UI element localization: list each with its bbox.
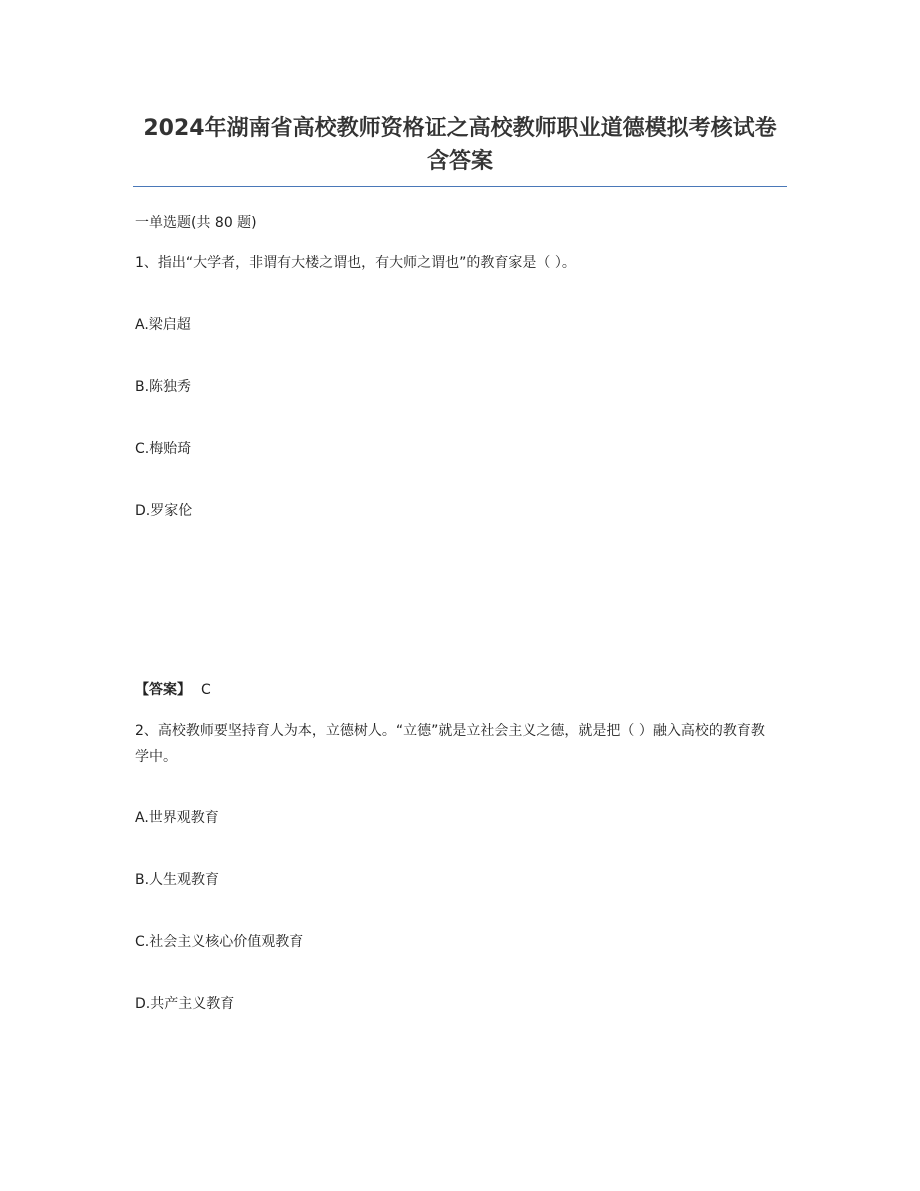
question-2-option-a: A.世界观教育: [135, 810, 219, 826]
question-1-option-d: D.罗家伦: [135, 503, 193, 519]
question-1-option-c: C.梅贻琦: [135, 441, 192, 457]
question-2-option-d: D.共产主义教育: [135, 996, 235, 1012]
question-1-answer: [135, 680, 211, 700]
question-2-option-c: C.社会主义核心价值观教育: [135, 934, 304, 950]
section-heading: 一单选题(共 80 题): [135, 215, 257, 231]
answer-value: C: [201, 682, 211, 698]
document-title: 2024年湖南省高校教师资格证之高校教师职业道德模拟考核试卷含答案: [143, 116, 777, 174]
question-2-option-b: B.人生观教育: [135, 872, 220, 888]
title-divider: [133, 186, 787, 187]
question-1-option-a: A.梁启超: [135, 317, 191, 333]
answer-label: 【答案】: [135, 682, 191, 698]
question-1-stem: 1、指出“大学者，非谓有大楼之谓也，有大师之谓也”的教育家是（ ）。: [135, 255, 576, 271]
question-2-stem: 2、高校教师要坚持育人为本，立德树人。“立德”就是立社会主义之德，就是把（ ）融入高校的教育教学中。: [135, 723, 765, 765]
question-1-option-b: B.陈独秀: [135, 379, 192, 395]
